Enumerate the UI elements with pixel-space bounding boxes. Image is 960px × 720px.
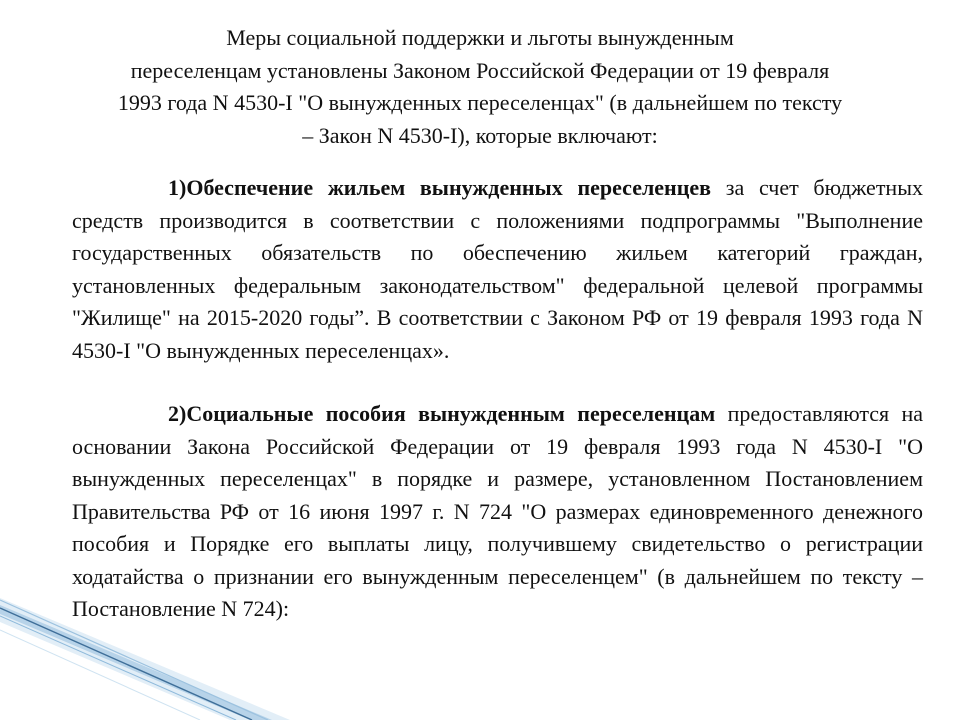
- intro-paragraph: [30, 22, 930, 152]
- measure-heading: 1)Обеспечение жильем вынужденных переселенцев: [168, 175, 712, 200]
- measure-body: за счет бюджетных средств производится в соответствии с положениями подпрограммы "Выполнение государственных обязательств по обеспечению жильем категорий граждан, установленных федеральным законодательством" федеральной целевой программы "Жилище" на 2015-2020 годы”. В соответствии с Законом РФ от 19 февраля 1993 года N 4530-I "О вынужденных переселенцах».: [72, 175, 923, 363]
- measure-heading: 2)Социальные пособия вынужденным переселенцам: [168, 401, 716, 426]
- intro-line: 1993 года N 4530-I "О вынужденных переселенцах" (в дальнейшем по тексту: [117, 90, 843, 115]
- intro-line: Меры социальной поддержки и льготы вынужденным: [226, 25, 734, 50]
- intro-line: – Закон N 4530-I), которые включают:: [302, 122, 658, 148]
- intro-line: переселенцам установлены Законом Российской Федерации от 19 февраля: [130, 57, 830, 83]
- measure-body: предоставляются на основании Закона Российской Федерации от 19 февраля 1993 года N 4530-I "О вынужденных переселенцах" в порядке и размере, установленном Постановлением Правительства РФ от 16 июня 1997 г. N 724 "О размерах единовременного денежного пособия и Порядке его выплаты лицу, получившему свидетельство о регистрации ходатайства о признании его вынужденным переселенцем" (в дальнейшем по тексту – Постановление N 724):: [72, 401, 924, 621]
- measure-item-allowances: [72, 398, 923, 626]
- measure-item-housing: [72, 172, 923, 367]
